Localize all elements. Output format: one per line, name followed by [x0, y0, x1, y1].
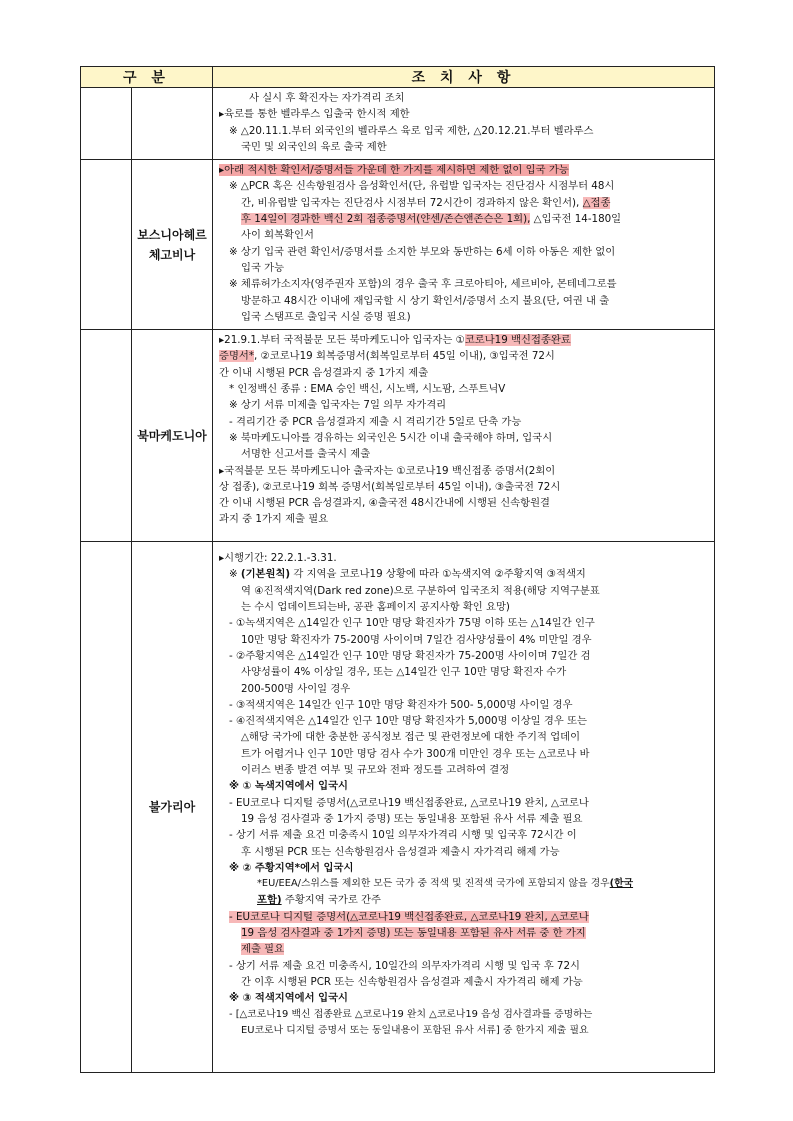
text-line	[219, 195, 708, 211]
text-line: 사양성률이 4% 이상일 경우, 또는 △14일간 인구 10만 명당 확진자 수가	[241, 666, 567, 679]
text-line: 사이 회복확인서	[241, 229, 314, 242]
text-line: 서명한 신고서를 출국시 제출	[241, 448, 371, 461]
text-line: - ③적색지역은 14일간 인구 10만 명당 확진자가 500- 5,000명 사이일 경우	[229, 698, 573, 711]
text-line: - 격리기간 중 PCR 음성결과지 제출 시 격리기간 5일로 단축 가능	[229, 415, 522, 428]
highlighted-text: 19 음성 검사결과 중 1가지 증명) 또는 동일내용 포함된 유사 서류 중 한 가지	[241, 927, 586, 940]
text-line: 는 수시 업데이트되는바, 공관 홈페이지 공지사항 확인 요망)	[241, 601, 510, 614]
text-line: ※ 상기 서류 미제출 입국자는 7일 의무 자가격리	[229, 399, 447, 412]
text-line: ※ 북마케도니아를 경유하는 외국인은 5시간 이내 출국해야 하며, 입국시	[229, 431, 553, 444]
header-category: 구 분	[81, 67, 213, 88]
text-line: 간 이내 시행된 PCR 음성결과지 중 1가지 제출	[219, 366, 429, 379]
text-span: , ②코로나19 회복증명서(회복일로부터 45일 이내), ③입국전 72시	[254, 350, 555, 363]
bold-text: (기본원칙)	[240, 568, 291, 581]
measures-cell	[213, 542, 715, 1073]
text-line	[219, 162, 708, 178]
text-line: 이러스 변종 발견 여부 및 규모와 전파 정도를 고려하여 결정	[241, 764, 510, 777]
table-header	[81, 67, 715, 88]
text-line	[219, 332, 708, 348]
text-span: *EU/EEA/스위스를 제외한 모든 국가 중 적색 및 진적색 국가에 포함되지 않을 경우	[257, 878, 610, 890]
text-line: 사 실시 후 확진자는 자가격리 조치	[249, 92, 405, 104]
text-line: - ④진적색지역은 △14일간 인구 10만 명당 확진자가 5,000명 이상일 경우 또는	[229, 715, 587, 728]
text-line: 역 ④진적색지역(Dark red zone)으로 구분하여 입국조치 적용(해당 지역구분표	[241, 584, 600, 597]
text-line: ※ 상기 입국 관련 확인서/증명서를 소지한 부모와 동반하는 6세 이하 아동은 제한 없이	[229, 245, 616, 258]
text-line: 후 시행된 PCR 또는 신속항원검사 음성결과 제출시 자가격리 해제 가능	[241, 845, 560, 858]
country-cell: 북마케도니아	[132, 330, 213, 542]
text-line: 트가 어렵거나 인구 10만 명당 검사 수가 300개 미만인 경우 또는 △코로나 바	[241, 747, 590, 760]
text-line	[219, 892, 708, 908]
text-line: - 상기 서류 제출 요건 미충족시, 10일간의 의무자가격리 시행 및 입국 후 72시	[229, 959, 580, 972]
text-line	[219, 909, 708, 925]
text-line: - ②주황지역은 △14일간 인구 10만 명당 확진자가 75-200명 사이이며 7일간 검	[229, 649, 591, 662]
text-line: 19 음성 검사결과 중 1가지 증명) 또는 동일내용 포함된 유사 서류 제출 필요	[241, 812, 583, 825]
table-row	[81, 542, 715, 1073]
bold-text: (한국	[609, 878, 634, 890]
highlighted-text: - EU코로나 디지털 증명서(△코로나19 백신접종완료, △코로나19 완치, △코로나	[229, 910, 589, 923]
text-line: 입국 가능	[241, 261, 285, 274]
text-line: ▸육로를 통한 벨라루스 입출국 한시적 제한	[219, 108, 410, 121]
text-line: - ①녹색지역은 △14일간 인구 10만 명당 확진자가 75명 이하 또는 △14일간 인구	[229, 617, 595, 630]
text-line	[219, 941, 708, 957]
bold-text: 포함)	[257, 894, 282, 907]
country-cell: 불가리아	[132, 542, 213, 1073]
text-line: 간 이내 시행된 PCR 음성결과지, ④출국전 48시간내에 시행된 신속항원결	[219, 497, 550, 510]
blank-cell	[81, 88, 132, 160]
section-heading: ※ ③ 적색지역에서 입국시	[229, 992, 349, 1005]
text-line	[219, 211, 708, 227]
text-line: 간 이후 시행된 PCR 또는 신속항원검사 음성결과 제출시 자가격리 해제 가능	[241, 975, 583, 988]
text-line: - 상기 서류 제출 요건 미충족시 10일 의무자가격리 시행 및 입국후 72시간 이	[229, 829, 577, 842]
text-line: ※ △20.11.1.부터 외국인의 벨라루스 육로 입국 제한, △20.12.21.부터 벨라루스	[229, 124, 594, 137]
text-line: ▸국적불문 모든 북마케도니아 출국자는 ①코로나19 백신접종 증명서(2회이	[219, 464, 556, 477]
blank-cell	[81, 160, 132, 330]
text-line: ▸시행기간: 22.2.1.-3.31.	[219, 552, 337, 565]
highlighted-text: △접종	[582, 196, 611, 209]
text-line: ※ 체류허가소지자(영주권자 포함)의 경우 출국 후 크로아티아, 세르비아, 몬테네그로를	[229, 278, 617, 291]
highlighted-text: ▸아래 적시한 확인서/증명서들 가운데 한 가지를 제시하면 제한 없이 입국 가능	[219, 164, 569, 177]
text-line: EU코로나 디지털 증명서 또는 동일내용이 포함된 유사 서류] 중 한가지 제출 필요	[241, 1024, 589, 1036]
text-line	[219, 348, 708, 364]
highlighted-text: 코로나19 백신접종완료	[464, 334, 571, 347]
text-line: - [△코로나19 백신 접종완료 △코로나19 완치 △코로나19 음성 검사결과를 증명하는	[229, 1008, 593, 1020]
text-span: 각 지역을 코로나19 상황에 따라 ①녹색지역 ②주황지역 ③적색지	[290, 568, 586, 581]
country-cell	[132, 88, 213, 160]
text-line: ※ △PCR 혹은 신속항원검사 음성확인서(단, 유럽발 입국자는 진단검사 시점부터 48시	[229, 180, 615, 193]
text-span: 주황지역 국가로 간주	[281, 894, 381, 907]
text-line: 200-500명 사이일 경우	[241, 682, 351, 695]
measures-cell	[213, 88, 715, 160]
text-span: ※	[229, 568, 241, 581]
text-line: 국민 및 외국인의 육로 출국 제한	[241, 140, 387, 153]
highlighted-text: 후 14일이 경과한 백신 2회 접종증명서(얀센/존슨앤존슨은 1회),	[241, 213, 531, 226]
text-line: 입국 스탬프로 출입국 시실 증명 필요)	[241, 310, 411, 323]
measures-cell	[213, 160, 715, 330]
text-line: 10만 명당 확진자가 75-200명 사이이며 7일간 검사양성률이 4% 미만일 경우	[241, 633, 592, 646]
section-heading: ※ ① 녹색지역에서 입국시	[229, 780, 349, 793]
text-line: * 인정백신 종류 : EMA 승인 백신, 시노백, 시노팜, 스푸트닉V	[229, 383, 506, 396]
text-span: 간, 비유럽발 입국자는 진단검사 시점부터 72시간이 경과하지 않은 확인서),	[241, 196, 580, 209]
measures-cell	[213, 330, 715, 542]
text-span: ▸21.9.1.부터 국적불문 모든 북마케도니아 입국자는 ①	[219, 334, 465, 347]
text-line	[219, 566, 708, 582]
country-cell: 보스니아헤르체고비나	[132, 160, 213, 330]
text-line: 방문하고 48시간 이내에 재입국할 시 상기 확인서/증명서 소지 불요(단, 여권 내 출	[241, 294, 610, 307]
highlighted-text: 증명서*	[219, 350, 254, 363]
measures-table	[80, 66, 715, 1073]
text-line: 과지 중 1가지 제출 필요	[219, 513, 329, 526]
highlighted-text: 제출 필요	[241, 943, 285, 956]
text-line: - EU코로나 디지털 증명서(△코로나19 백신접종완료, △코로나19 완치, △코로나	[229, 796, 589, 809]
text-line: △해당 국가에 대한 충분한 공식정보 접근 및 관련정보에 대한 주기적 업데이	[241, 731, 581, 744]
table-row	[81, 88, 715, 160]
table-row	[81, 160, 715, 330]
header-measures: 조 치 사 항	[213, 67, 715, 88]
blank-cell	[81, 330, 132, 542]
text-line	[219, 925, 708, 941]
section-heading: ※ ② 주황지역*에서 입국시	[229, 861, 354, 874]
blank-cell	[81, 542, 132, 1073]
text-span: △입국전 14-180일	[530, 213, 622, 226]
text-line: 상 접종), ②코로나19 회복 증명서(회복일로부터 45일 이내), ③출국전 72시	[219, 480, 561, 493]
text-line	[219, 876, 708, 892]
table-row	[81, 330, 715, 542]
